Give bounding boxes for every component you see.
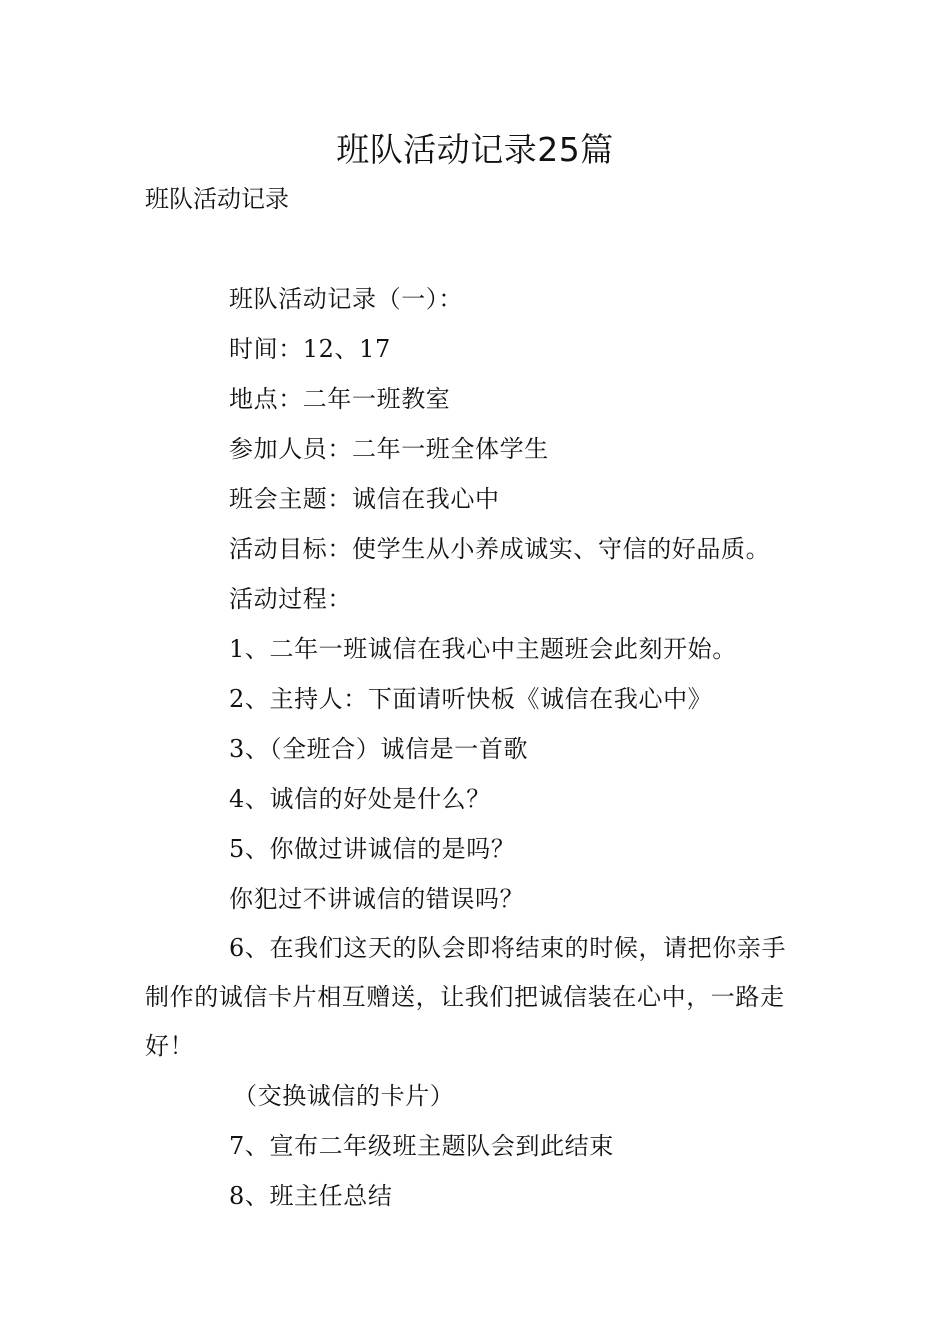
- paragraph-step-4: 4、诚信的好处是什么？: [229, 785, 491, 813]
- paragraph-participants: 参加人员：二年一班全体学生: [229, 435, 549, 463]
- paragraph-process-heading: 活动过程：: [229, 585, 352, 613]
- paragraph-step-5-followup: 你犯过不讲诚信的错误吗？: [229, 885, 525, 913]
- document-title: 班队活动记录25篇: [336, 130, 614, 169]
- paragraph-step-5: 5、你做过讲诚信的是吗？: [229, 835, 516, 863]
- paragraph-card-exchange: （交换诚信的卡片）: [233, 1082, 455, 1110]
- paragraph-time: 时间：12、17: [229, 335, 391, 363]
- paragraph-step-6: 6、在我们这天的队会即将结束的时候，请把你亲手制作的诚信卡片相互赠送，让我们把诚信装在心中，一路走好！: [145, 934, 787, 1060]
- paragraph-step-8: 8、班主任总结: [229, 1182, 393, 1210]
- paragraph-theme: 班会主题：诚信在我心中: [229, 485, 500, 513]
- paragraph-location: 地点：二年一班教室: [229, 385, 451, 413]
- paragraph-step-3: 3、（全班合）诚信是一首歌: [229, 735, 529, 763]
- paragraph-record-heading: 班队活动记录（一）：: [229, 285, 463, 313]
- paragraph-step-2: 2、主持人：下面请听快板《诚信在我心中》: [229, 685, 713, 713]
- paragraph-goal: 活动目标：使学生从小养成诚实、守信的好品质。: [229, 535, 771, 563]
- paragraph-step-1: 1、二年一班诚信在我心中主题班会此刻开始。: [229, 635, 737, 663]
- paragraph-step-7: 7、宣布二年级班主题队会到此结束: [229, 1132, 614, 1160]
- document-subtitle: 班队活动记录: [145, 185, 289, 213]
- document-body: [145, 282, 810, 1229]
